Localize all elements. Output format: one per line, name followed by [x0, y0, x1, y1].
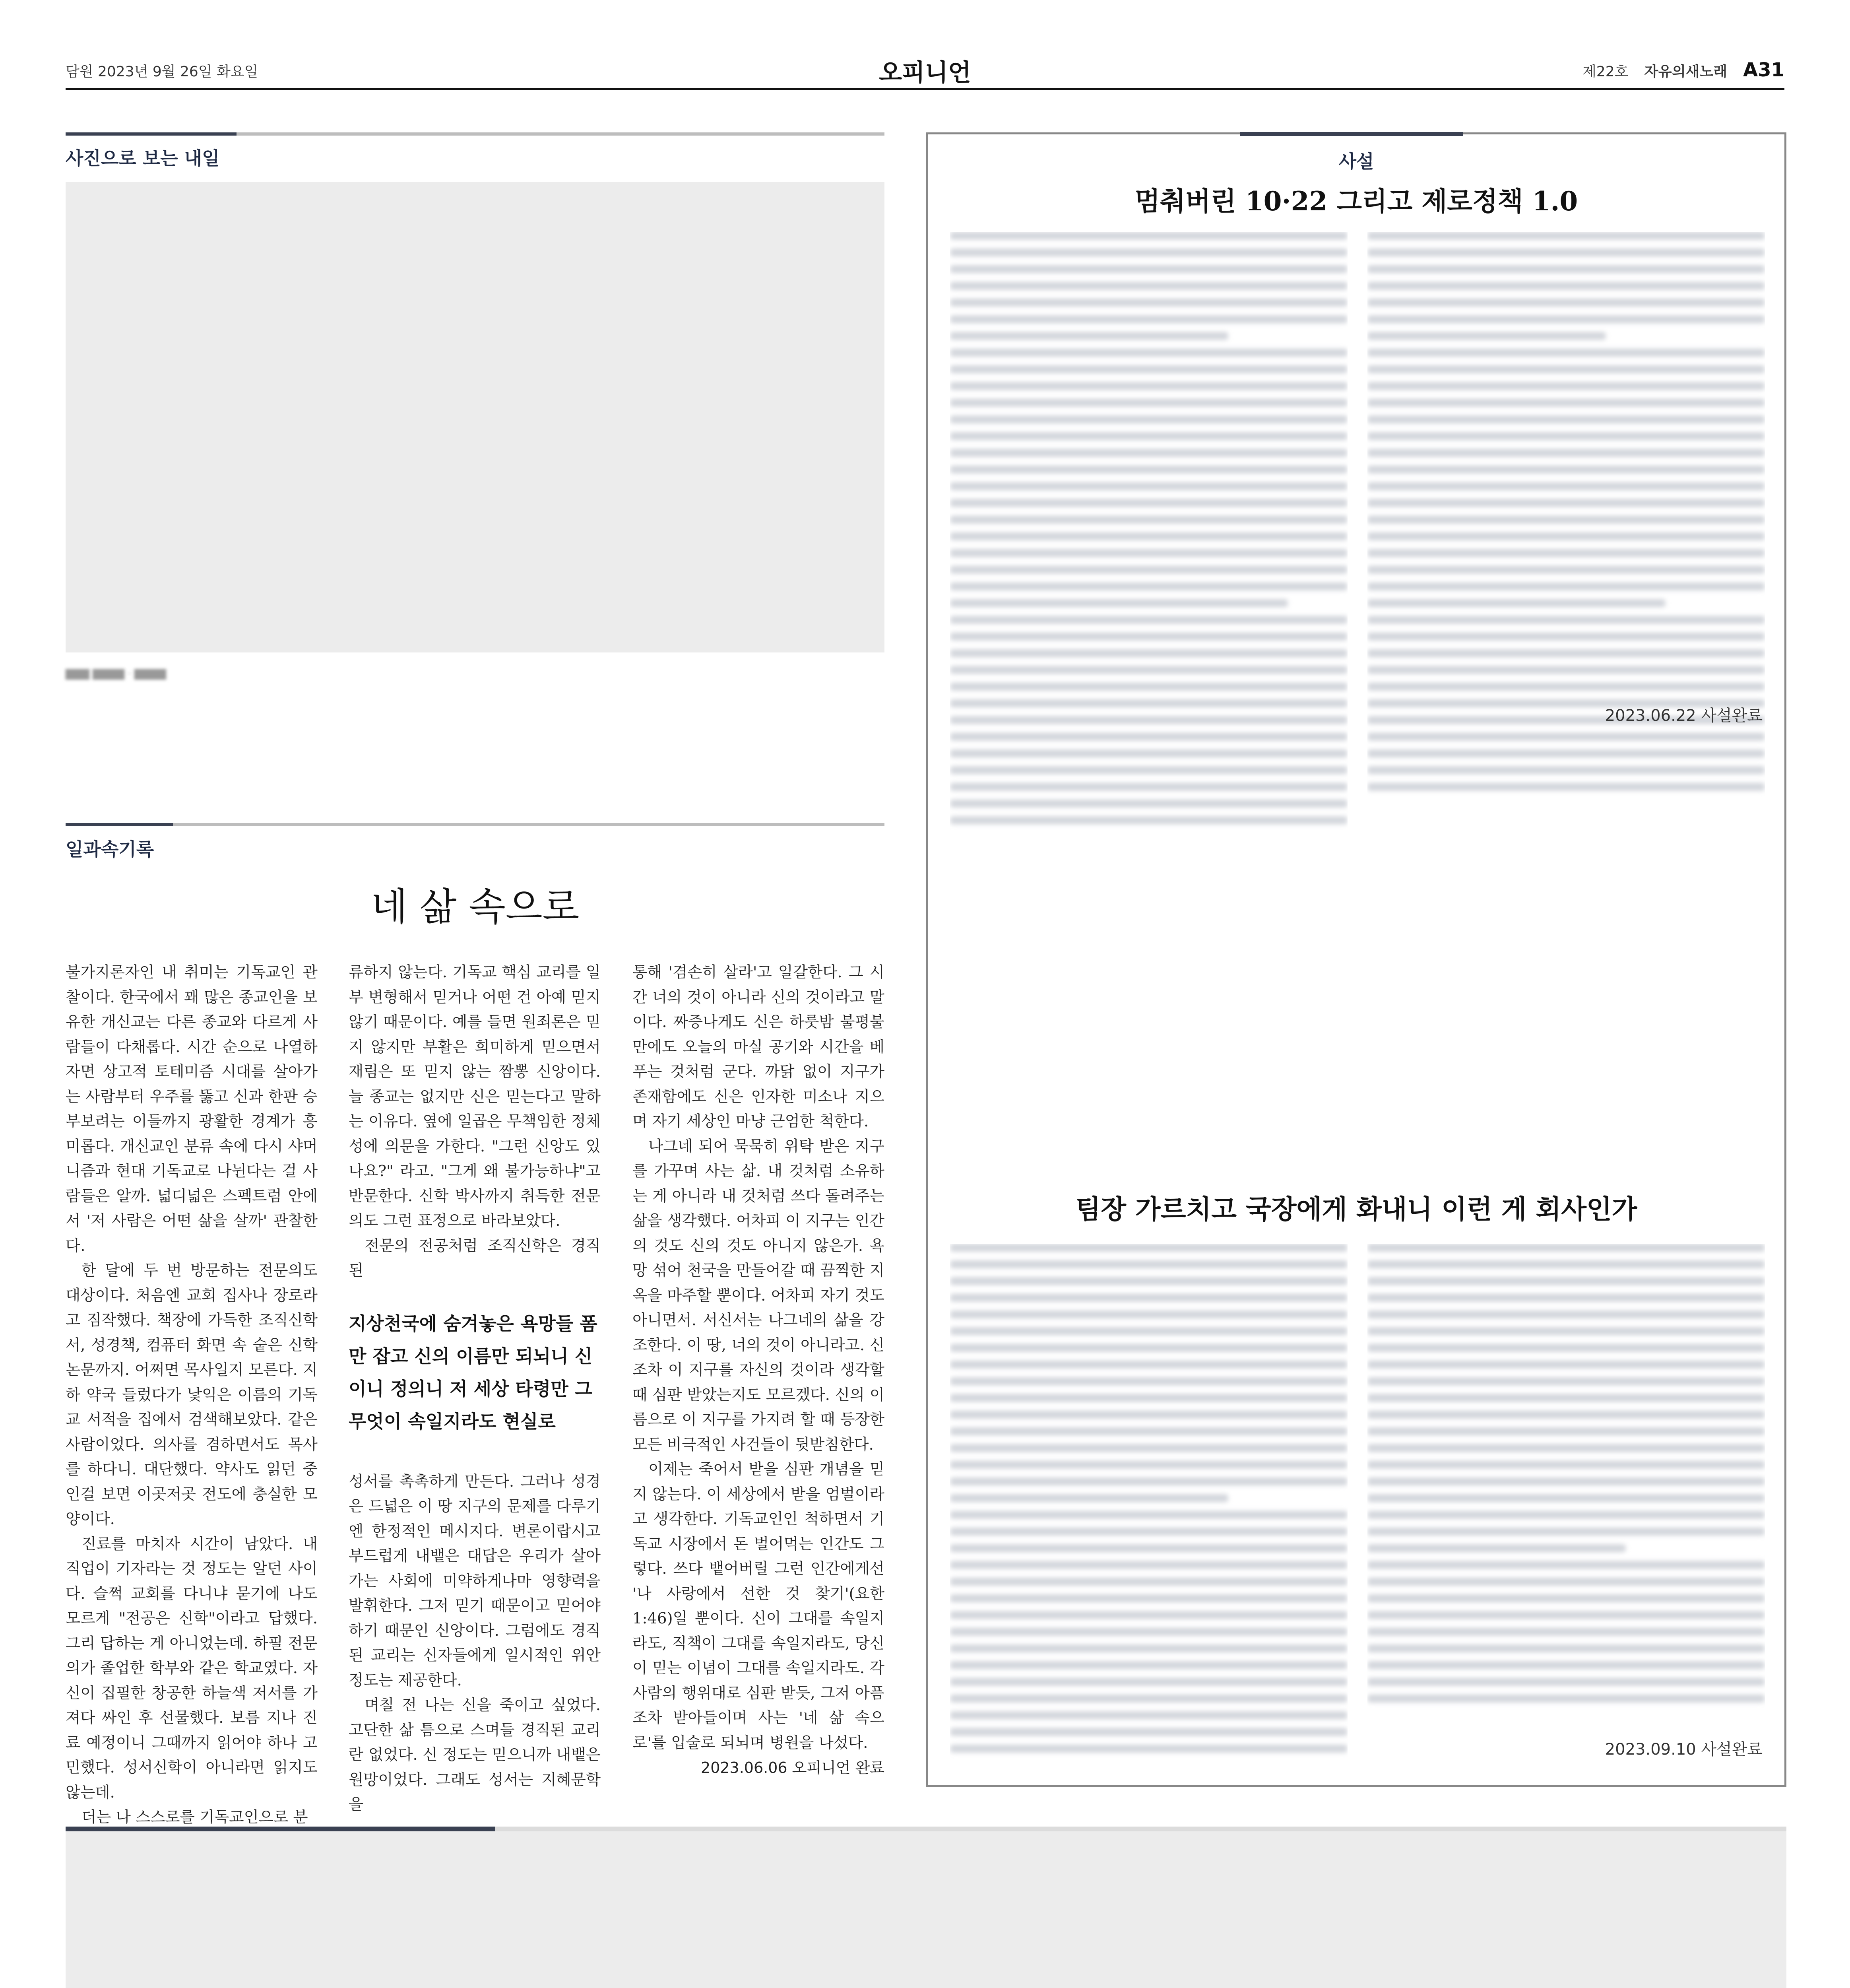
photo-placeholder	[66, 182, 884, 652]
editorial-top-bar	[1240, 132, 1463, 136]
editorial-1-body-left	[950, 232, 1348, 848]
column-paragraph: 성서를 촉촉하게 만든다. 그러나 성경은 드넓은 이 땅 지구의 문제를 다루기엔 한정적인 메시지다. 변론이랍시고 부드럽게 내뱉은 대답은 우리가 살아가는 사회에 미약하게나마 영향력을 발휘한다. 그저 믿기 때문이고 믿어야하기 때문인 신앙이다. 그럼에도 경직된 교리는 신자들에게 일시적인 위안 정도는 제공한다.	[349, 1472, 601, 1689]
masthead-rule	[66, 88, 1784, 90]
column-paragraph: 불가지론자인 내 취미는 기독교인 관찰이다. 한국에서 꽤 많은 종교인을 보유한 개신교는 다른 종교와 다르게 사람들이 다채롭다. 시간 순으로 나열하자면 상고적 토테미즘 시대를 살아가는 사람부터 우주를 뚫고 신과 한판 승부보려는 이들까지 광활한 경계가 흥미롭다. 개신교인 분류 속에 다시 샤머니즘과 현대 기독교로 나뉜다는 걸 사람들은 알까. 넓디넓은 스펙트럼 안에서 '저 사람은 어떤 삶을 살까' 관찰한다.	[66, 963, 318, 1255]
column-paragraph: 나그네 되어 묵묵히 위탁 받은 지구를 가꾸며 사는 삶. 내 것처럼 소유하는 게 아니라 내 것처럼 쓰다 돌려주는 삶을 생각했다. 어차피 이 지구는 인간의 것도 신의 것도 아니지 않은가. 욕망 섞어 천국을 만들어갈 때 끔찍한 지옥을 마주할 뿐이다. 어차피 자기 것도 아니면서. 서신서는 나그네의 삶을 강조한다. 이 땅, 너의 것이 아니라고. 신조차 이 지구를 자신의 것이라 생각할 때 심판 받았는지도 모르겠다. 신의 이름으로 이 지구를 가지려 할 때 등장한 모든 비극적인 사건들이 뒷받침한다.	[632, 1137, 884, 1454]
column-paragraph: 이제는 죽어서 받을 심판 개념을 믿지 않는다. 이 세상에서 받을 엄벌이라고 생각한다. 기독교인인 척하면서 기독교 시장에서 돈 벌어먹는 인간도 그렇다. 쓰다 뱉어버릴 그런 인간에게선 '나 사랑에서 선한 것 찾기'(요한 1:46)일 뿐이다. 신이 그대를 속일지라도, 직책이 그대를 속일지라도, 당신이 믿는 이념이 그대를 속일지라도. 각 사람의 행위대로 심판 받듯, 그저 아픔조차 받아들이며 사는 '네 삶 속으로'를 입술로 되뇌며 병원을 나섰다.	[632, 1460, 884, 1752]
column-text-1	[66, 960, 318, 1830]
column-title: 네 삶 속으로	[370, 885, 580, 929]
column-paragraph: 며칠 전 나는 신을 죽이고 싶었다. 고단한 삶 틈으로 스며들 경직된 교리란 없었다. 신 정도는 믿으니까 내뱉은 원망이었다. 그래도 성서는 지혜문학을	[349, 1696, 601, 1813]
bottom-section-bar	[66, 1827, 1786, 1831]
page-number: A31	[1743, 59, 1784, 81]
column-paragraph: 류하지 않는다. 기독교 핵심 교리를 일부 변형해서 믿거나 어떤 건 아예 믿지 않기 때문이다. 예를 들면 원죄론은 믿지 않지만 부활은 희미하게 믿으면서 재림은 또 믿지 않는 짬뽕 신앙이다. 늘 종교는 없지만 신은 믿는다고 말하는 이유다. 옆에 일곱은 무책임한 정체성에 의문을 가한다. "그런 신앙도 있나요?" 라고. "그게 왜 불가능하냐"고 반문한다. 신학 박사까지 취득한 전문의도 그런 표정으로 바라보았다.	[349, 963, 601, 1230]
column-paragraph: 통해 '겸손히 살라'고 일갈한다. 그 시간 너의 것이 아니라 신의 것이라고 말이다. 짜증나게도 신은 하룻밤 불평불만에도 오늘의 마실 공기와 시간을 베푸는 것처럼 군다. 까닭 없이 지구가 존재함에도 신은 인자한 미소나 지으며 자기 세상인 마냥 근엄한 척한다.	[632, 963, 884, 1130]
photo-section-bar	[66, 132, 884, 136]
editorial-title-2: 팀장 가르치고 국장에게 화내니 이런 게 회사인가	[1075, 1194, 1637, 1225]
masthead-right	[1582, 59, 1784, 81]
masthead-date: 담원 2023년 9월 26일 화요일	[66, 64, 258, 80]
column-footer: 2023.06.06 오피니언 완료	[701, 1759, 884, 1776]
photo-caption: ▇▇▇ ▇▇▇▇ · ▇▇▇▇	[66, 668, 167, 680]
editorial-title-1: 멈춰버린 10·22 그리고 제로정책 1.0	[1134, 186, 1578, 217]
column-section-bar	[66, 823, 884, 826]
pull-quote: 지상천국에 숨겨놓은 욕망들 폼만 잡고 신의 이름만 되뇌니 신이니 정의니 저 세상 타령만 그 무엇이 속일지라도 현실로	[349, 1312, 597, 1432]
column-text-2	[349, 960, 601, 1817]
editorial-label: 사설	[1338, 151, 1374, 172]
editorial-1-body-right	[1367, 232, 1765, 820]
issue-number: 제22호	[1582, 64, 1629, 80]
column-text-3	[632, 960, 884, 1780]
brand-name: 자유의새노래	[1644, 64, 1728, 80]
bottom-image-placeholder	[66, 1827, 1786, 1988]
editorial-2-footer: 2023.09.10 사설완료	[1605, 1740, 1763, 1759]
masthead-section: 오피니언	[879, 59, 971, 87]
editorial-2-body-right	[1367, 1244, 1765, 1733]
photo-section-label: 사진으로 보는 내일	[66, 148, 220, 169]
column-paragraph: 전문의 전공처럼 조직신학은 경직된	[349, 1237, 601, 1279]
editorial-box	[926, 132, 1786, 1787]
column-paragraph: 더는 나 스스로를 기독교인으로 분	[81, 1808, 308, 1826]
column-paragraph: 진료를 마치자 시간이 남았다. 내 직업이 기자라는 것 정도는 알던 사이다. 슬쩍 교회를 다니냐 묻기에 나도 모르게 "전공은 신학"이라고 답했다. 그리 답하는 게 아니었는데. 하필 전문의가 졸업한 학부와 같은 학교였다. 자신이 집필한 창공한 하늘색 저서를 가져다 싸인 후 선물했다. 보름 지나 진료 예정이니 그때까지 읽어야 하나 고민했다. 성서신학이 아니라면 읽지도 않는데.	[66, 1535, 318, 1802]
column-section-label: 일과속기록	[66, 839, 154, 860]
editorial-1-footer: 2023.06.22 사설완료	[1605, 707, 1763, 725]
editorial-2-body-left	[950, 1244, 1348, 1773]
column-paragraph: 한 달에 두 번 방문하는 전문의도 대상이다. 처음엔 교회 집사나 장로라고 짐작했다. 책장에 가득한 조직신학서, 성경책, 컴퓨터 화면 속 숱은 신학 논문까지. 어쩌면 목사일지 모른다. 지하 약국 들렀다가 낯익은 이름의 기독교 서적을 집에서 검색해보았다. 같은 사람이었다. 의사를 겸하면서도 목사를 하다니. 대단했다. 약사도 읽던 중인걸 보면 이곳저곳 전도에 충실한 모양이다.	[66, 1262, 318, 1528]
